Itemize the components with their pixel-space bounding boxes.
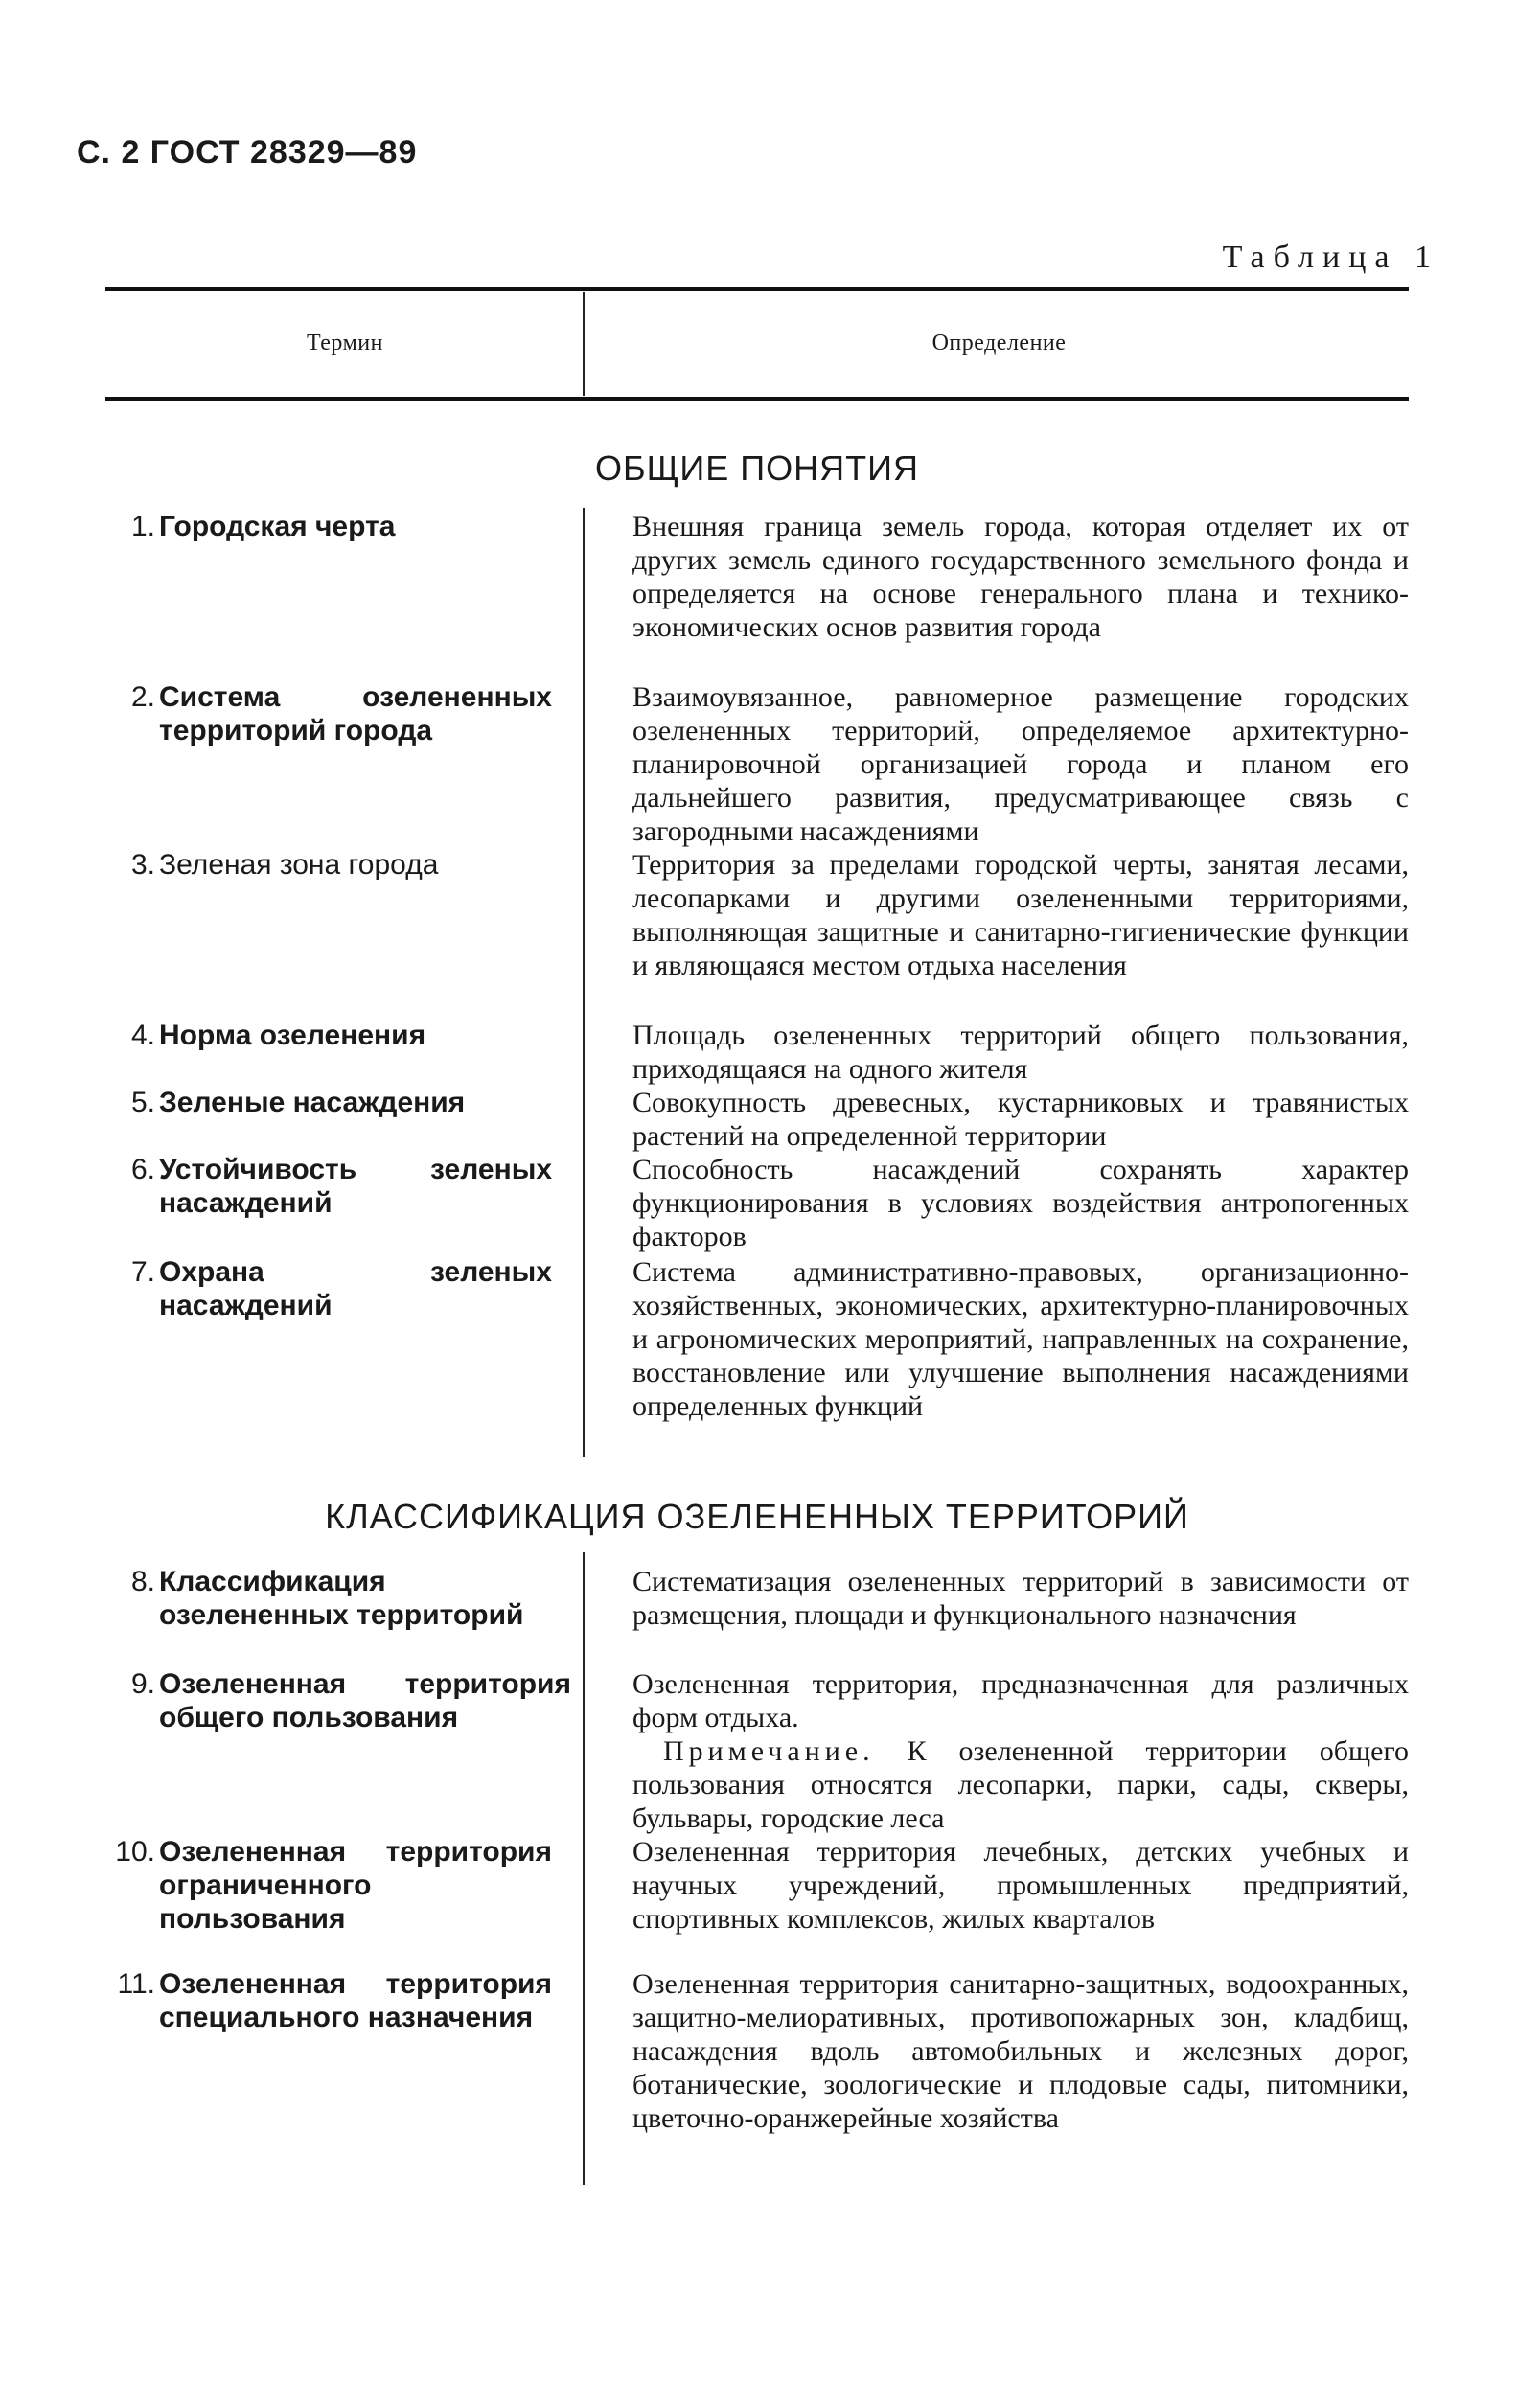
term-number: 7. [130, 1256, 155, 1288]
definition-note [632, 1734, 1409, 1835]
term-name: Норма озеленения [159, 1020, 426, 1051]
term-number: 11. [117, 1968, 155, 2000]
term-name: Система озелененных территорий города [159, 681, 552, 746]
term-name: Озелененная территория общего пользования [159, 1668, 571, 1733]
table-header-rule [105, 397, 1409, 401]
term-definition [632, 1667, 1409, 1835]
term-number: 10. [115, 1836, 155, 1868]
note-label: Примечание. [663, 1735, 875, 1767]
term-definition: Совокупность древесных, кустарниковых и травянистых растений на определенной территории [632, 1087, 1409, 1152]
term-name: Классификация озелененных территорий [159, 1566, 524, 1631]
term-name: Озелененная территория ограниченного пользования [159, 1836, 552, 1935]
term-definition: Озелененная территория лечебных, детских учебных и научных учреждений, промышленных предприятий, спортивных комплексов, жилых кварталов [632, 1836, 1409, 1935]
term-definition: Внешняя граница земель города, которая отделяет их от других земель единого государственного земельного фонда и определяется на основе генерального плана и технико-экономических основ развития города [632, 511, 1409, 643]
term-name: Устойчивость зеленых насаждений [159, 1154, 552, 1219]
term-name: Зеленые насаждения [159, 1087, 466, 1118]
table-top-rule [105, 287, 1409, 291]
term-number: 2. [130, 681, 155, 713]
page-header: С. 2 ГОСТ 28329—89 [77, 134, 418, 171]
term-definition: Площадь озелененных территорий общего пользования, приходящаяся на одного жителя [632, 1020, 1409, 1085]
term-number: 8. [130, 1566, 155, 1597]
term-definition: Озелененная территория санитарно-защитных, водоохранных, защитно-мелиоративных, противопожарных зон, кладбищ, насаждения вдоль автомобильных и железных дорог, ботанические, зоологические и плодовые сады, питомники, цветочно-оранжерейные хозяйства [632, 1968, 1409, 2134]
column-header-term: Термин [307, 331, 383, 356]
term-name: Городская черта [159, 511, 396, 542]
term-number: 1. [130, 511, 155, 542]
term-name: Зеленая зона города [159, 849, 439, 881]
term-number: 6. [130, 1154, 155, 1185]
term-name: Озелененная территория специального назначения [159, 1968, 552, 2033]
term-definition: Способность насаждений сохранять характер функционирования в условиях воздействия антропогенных факторов [632, 1154, 1409, 1252]
term-name: Охрана зеленых насаждений [159, 1256, 552, 1321]
header-column-divider [583, 292, 585, 396]
term-number: 4. [130, 1020, 155, 1051]
table-label: Таблица 1 [1222, 240, 1439, 275]
section-1-column-divider [583, 508, 585, 1457]
note-text: К озелененной территории общего пользования относятся лесопарки, парки, сады, скверы, бульвары, городские леса [632, 1735, 1409, 1834]
definition-text: Озелененная территория, предназначенная для различных форм отдыха. [632, 1668, 1409, 1733]
term-definition: Система административно-правовых, организационно-хозяйственных, экономических, архитектурно-планировочных и агрономических мероприятий, направленных на сохранение, восстановление или улучшение выполнения насаждениями определенных функций [632, 1256, 1409, 1422]
term-definition: Систематизация озелененных территорий в зависимости от размещения, площади и функционального назначения [632, 1566, 1409, 1631]
column-header-definition: Определение [931, 331, 1067, 356]
term-definition: Территория за пределами городской черты, занятая лесами, лесопарками и другими озелененными территориями, выполняющая защитные и санитарно-гигиенические функции и являющаяся местом отдыха населения [632, 849, 1409, 981]
term-number: 3. [130, 849, 155, 881]
section-title-classification: КЛАССИФИКАЦИЯ ОЗЕЛЕНЕННЫХ ТЕРРИТОРИЙ [325, 1497, 1189, 1536]
section-2-column-divider [583, 1552, 585, 2185]
term-number: 9. [130, 1668, 155, 1700]
term-number: 5. [130, 1087, 155, 1118]
section-title-general: ОБЩИЕ ПОНЯТИЯ [594, 448, 919, 488]
term-definition: Взаимоувязанное, равномерное размещение городских озелененных территорий, определяемое архитектурно-планировочной организацией города и планом его дальнейшего развития, предусматривающее связь с загородными насаждениями [632, 681, 1409, 847]
